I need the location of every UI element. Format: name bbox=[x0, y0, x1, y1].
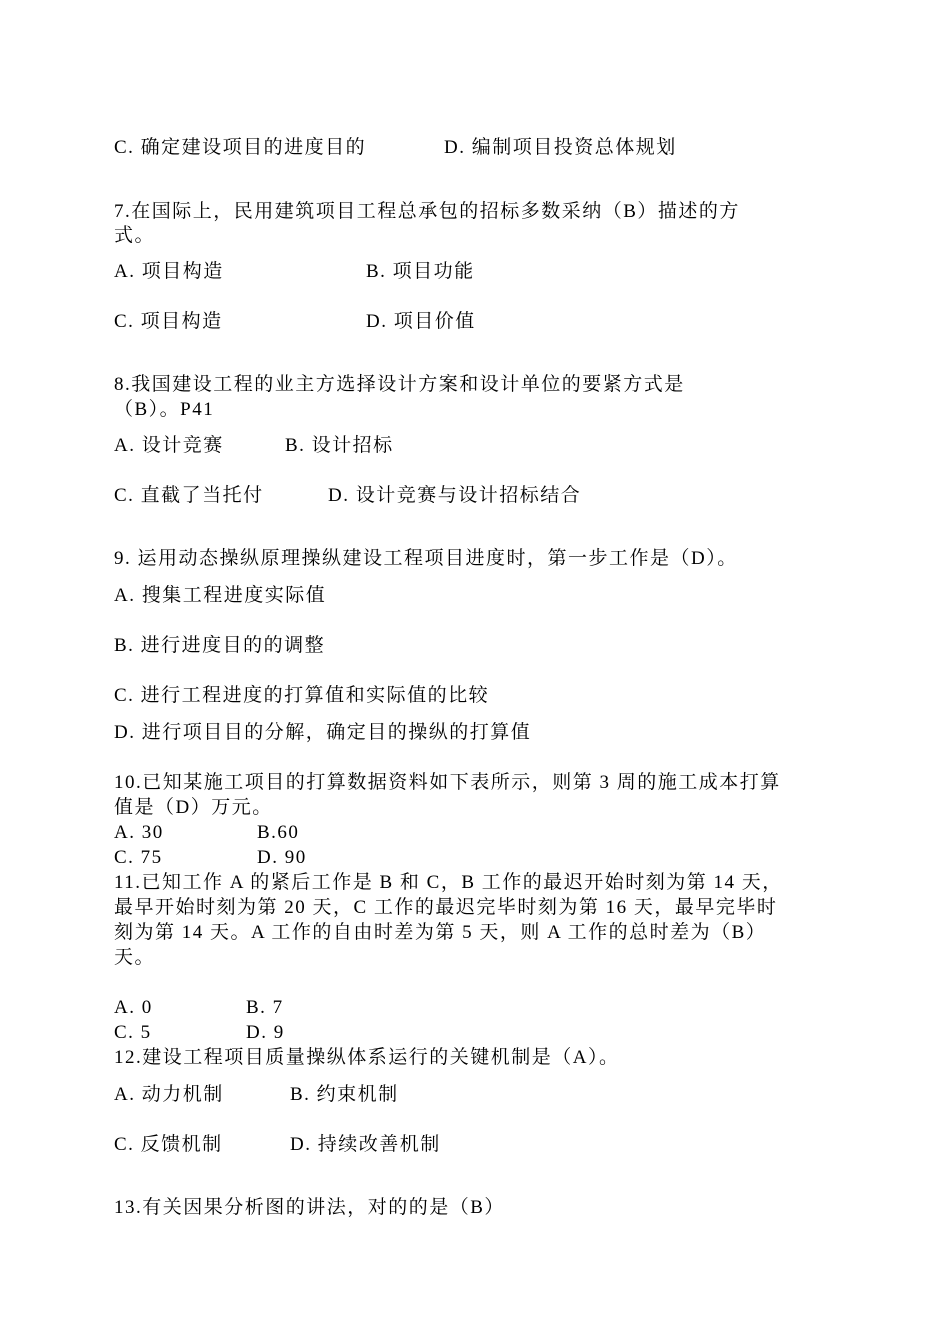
q11-option-b: B. 7 bbox=[246, 997, 284, 1018]
q7-option-b: B. 项目功能 bbox=[366, 261, 475, 282]
q12-stem: 12.建设工程项目质量操纵体系运行的关键机制是（A）。 bbox=[114, 1047, 620, 1068]
q11-option-a: A. 0 bbox=[114, 997, 153, 1018]
q8-option-c: C. 直截了当托付 bbox=[114, 485, 264, 506]
q13-stem: 13.有关因果分析图的讲法，对的的是（B） bbox=[114, 1197, 505, 1218]
q11-stem-line-1: 11.已知工作 A 的紧后工作是 B 和 C，B 工作的最迟开始时刻为第 14 天， bbox=[114, 872, 783, 893]
q11-stem-line-2: 最早开始时刻为第 20 天，C 工作的最迟完毕时刻为第 16 天，最早完毕时 bbox=[114, 897, 778, 918]
q12-option-c: C. 反馈机制 bbox=[114, 1134, 223, 1155]
q9-stem: 9. 运用动态操纵原理操纵建设工程项目进度时，第一步工作是（D）。 bbox=[114, 548, 738, 569]
q11-stem-line-3: 刻为第 14 天。A 工作的自由时差为第 5 天，则 A 工作的总时差为（B） bbox=[114, 922, 767, 943]
q10-option-b: B.60 bbox=[257, 822, 300, 843]
q11-option-c: C. 5 bbox=[114, 1022, 152, 1043]
q9-option-d: D. 进行项目目的分解，确定目的操纵的打算值 bbox=[114, 722, 532, 743]
q8-stem-line-1: 8.我国建设工程的业主方选择设计方案和设计单位的要紧方式是 bbox=[114, 374, 685, 395]
q9-option-c: C. 进行工程进度的打算值和实际值的比较 bbox=[114, 685, 490, 706]
q8-option-a: A. 设计竞赛 bbox=[114, 435, 224, 456]
q10-stem-line-1: 10.已知某施工项目的打算数据资料如下表所示，则第 3 周的施工成本打算 bbox=[114, 772, 781, 793]
q12-option-d: D. 持续改善机制 bbox=[290, 1134, 441, 1155]
q9-option-b: B. 进行进度目的的调整 bbox=[114, 635, 326, 656]
q7-stem-line-2: 式。 bbox=[114, 225, 156, 246]
q8-stem-line-2: （B）。P41 bbox=[114, 399, 215, 420]
q9-option-a: A. 搜集工程进度实际值 bbox=[114, 585, 327, 606]
q7-stem-line-1: 7.在国际上，民用建筑项目工程总承包的招标多数采纳（B）描述的方 bbox=[114, 201, 740, 222]
q12-option-b: B. 约束机制 bbox=[290, 1084, 399, 1105]
q7-option-d: D. 项目价值 bbox=[366, 311, 476, 332]
q6-option-d: D. 编制项目投资总体规划 bbox=[444, 137, 677, 158]
q10-option-a: A. 30 bbox=[114, 822, 164, 843]
q7-option-a: A. 项目构造 bbox=[114, 261, 224, 282]
q10-option-c: C. 75 bbox=[114, 847, 163, 868]
q7-option-c: C. 项目构造 bbox=[114, 311, 223, 332]
q6-option-c: C. 确定建设项目的进度目的 bbox=[114, 137, 367, 158]
q8-option-b: B. 设计招标 bbox=[285, 435, 394, 456]
q11-stem-line-4: 天。 bbox=[114, 947, 156, 968]
q8-option-d: D. 设计竞赛与设计招标结合 bbox=[328, 485, 582, 506]
q12-option-a: A. 动力机制 bbox=[114, 1084, 224, 1105]
q10-option-d: D. 90 bbox=[257, 847, 307, 868]
q11-option-d: D. 9 bbox=[246, 1022, 285, 1043]
q10-stem-line-2: 值是（D）万元。 bbox=[114, 797, 273, 818]
